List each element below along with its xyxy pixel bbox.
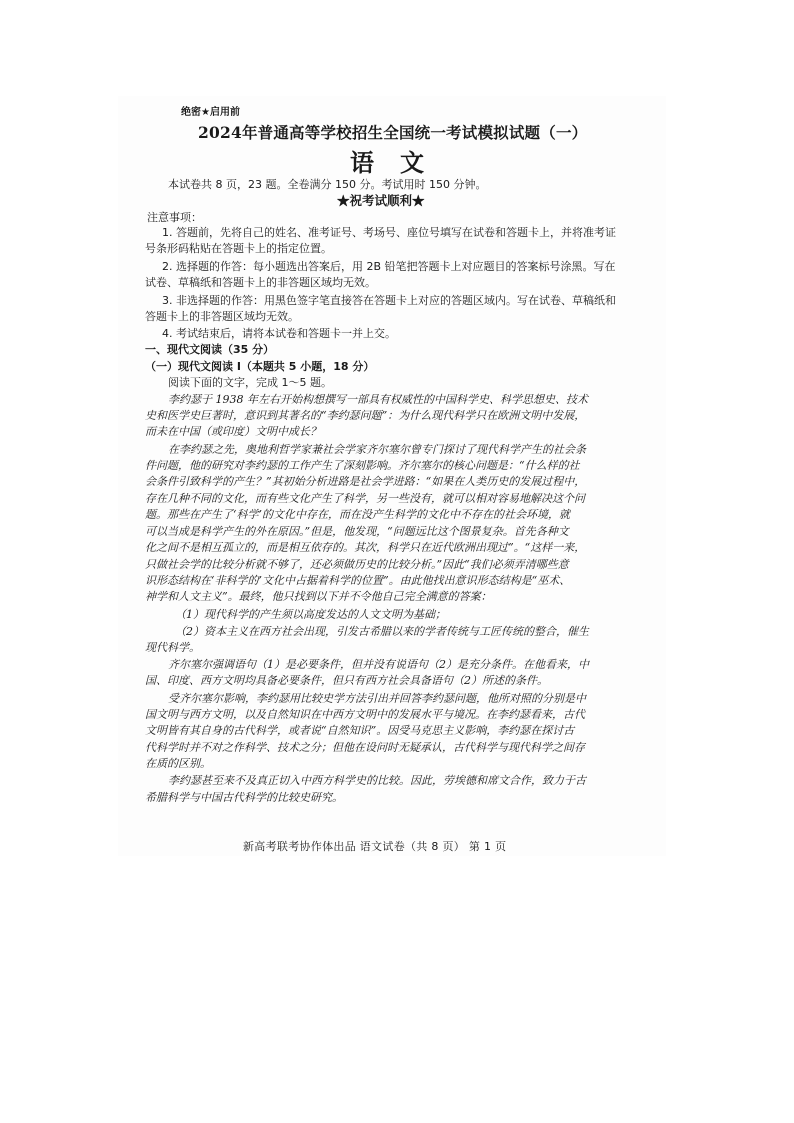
- blessing-line: ★祝考试顺利★: [337, 193, 425, 208]
- passage-line: （2）资本主义在西方社会出现，引发古希腊以来的学者传统与工匠传统的整合，催生: [175, 625, 589, 638]
- notice-line: 1. 答题前，先将自己的姓名、准考证号、考场号、座位号填写在试卷和答题卡上，并将准考证: [162, 226, 616, 239]
- passage-line: 代科学时并不对之作科学、技术之分；但他在设问时无疑承认，古代科学与现代科学之间存: [145, 741, 585, 754]
- passage-line: 识形态结构在‘非科学的’文化中占据着科学的位置”。由此他找出意识形态结构是“巫术、: [145, 574, 571, 587]
- passage-line: 史和医学史巨著时，意识到其著名的“李约瑟问题”：为什么现代科学只在欧洲文明中发展，: [145, 409, 586, 422]
- passage-line: 齐尔塞尔强调语句（1）是必要条件，但并没有说语句（2）是充分条件。在他看来，中: [168, 658, 589, 671]
- notice-heading: 注意事项：: [147, 211, 202, 224]
- passage-line: 件问题，他的研究对李约瑟的工作产生了深刻影响。齐尔塞尔的核心问题是：“什么样的社: [145, 459, 580, 472]
- passage-line: 现代科学。: [145, 641, 200, 654]
- passage-line: （1）现代科学的产生须以高度发达的人文文明为基础；: [175, 608, 446, 621]
- notice-line: 2. 选择题的作答：每小题选出答案后，用 2B 铅笔把答题卡上对应题目的答案标号涂黑。写在: [162, 260, 616, 273]
- page-footer: 新高考联考协作体出品 语文试卷（共 8 页） 第 1 页: [243, 840, 507, 853]
- notice-line: 号条形码粘贴在答题卡上的指定位置。: [145, 242, 332, 255]
- exam-intro: 本试卷共 8 页，23 题。全卷满分 150 分。考试用时 150 分钟。: [168, 178, 487, 191]
- passage-line: 会条件引致科学的产生？”其初始分析进路是社会学进路：“如果在人类历史的发展过程中，: [145, 475, 586, 488]
- passage-line: 只做社会学的比较分析就不够了，还必须做历史的比较分析。”因此“我们必须弄清哪些意: [145, 558, 569, 571]
- passage-line: 而未在中国（或印度）文明中成长？: [145, 425, 321, 438]
- passage-line: 题。那些在产生了‘科学’的文化中存在，而在没产生科学的文化中不存在的社会环境，就: [145, 508, 570, 521]
- passage-line: 文明皆有其自身的古代科学，或者说“自然知识”。因受马克思主义影响，李约瑟在探讨古: [145, 724, 575, 737]
- passage-line: 化之间不是相互孤立的，而是相互依存的。其次，科学只在近代欧洲出现过”。“这样一来，: [145, 541, 586, 554]
- passage-line: 神学和人文主义”。最终，他只找到以下并不令他自己完全满意的答案：: [145, 590, 492, 603]
- passage-line: 受齐尔塞尔影响，李约瑟用比较史学方法引出并回答李约瑟问题，他所对照的分别是中: [168, 692, 586, 705]
- passage-line: 希腊科学与中国古代科学的比较史研究。: [145, 791, 343, 804]
- passage-line: 在质的区别。: [145, 757, 211, 770]
- passage-line: 在李约瑟之先，奥地利哲学家兼社会学家齐尔塞尔曾专门探讨了现代科学产生的社会条: [168, 443, 586, 456]
- passage-line: 国文明与西方文明，以及自然知识在中西方文明中的发展水平与境况。在李约瑟看来，古代: [145, 708, 585, 721]
- notice-line: 3. 非选择题的作答：用黑色签字笔直接答在答题卡上对应的答题区域内。写在试卷、草稿纸和: [162, 294, 616, 307]
- passage-line: 可以当成是科学产生的外在原因。”但是，他发现，“问题远比这个图景复杂。首先各种文: [145, 525, 569, 538]
- confidential-mark: 绝密★启用前: [181, 107, 240, 118]
- passage-line: 存在几种不同的文化，而有些文化产生了科学，另一些没有，就可以相对容易地解决这个问: [145, 492, 585, 505]
- notice-line: 答题卡上的非答题区域均无效。: [145, 310, 299, 323]
- passage-line: 李约瑟于 1938 年左右开始构想撰写一部具有权威性的中国科学史、科学思想史、技术: [168, 393, 588, 406]
- passage-line: 国、印度、西方文明均具备必要条件，但只有西方社会具备语句（2）所述的条件。: [145, 674, 548, 687]
- section-heading: 一、现代文阅读（35 分）: [145, 343, 275, 356]
- notice-line: 试卷、草稿纸和答题卡上的非答题区域均无效。: [145, 276, 376, 289]
- reading-instruction: 阅读下面的文字，完成 1～5 题。: [168, 376, 332, 389]
- subject-title: 语文: [350, 148, 450, 177]
- subsection-heading: （一）现代文阅读 I（本题共 5 小题，18 分）: [145, 360, 375, 373]
- notice-line: 4. 考试结束后，请将本试卷和答题卡一并上交。: [162, 327, 396, 340]
- passage-line: 李约瑟甚至来不及真正切入中西方科学史的比较。因此，劳埃德和席文合作，致力于古: [168, 774, 586, 787]
- exam-title: 2024年普通高等学校招生全国统一考试模拟试题（一）: [198, 123, 588, 142]
